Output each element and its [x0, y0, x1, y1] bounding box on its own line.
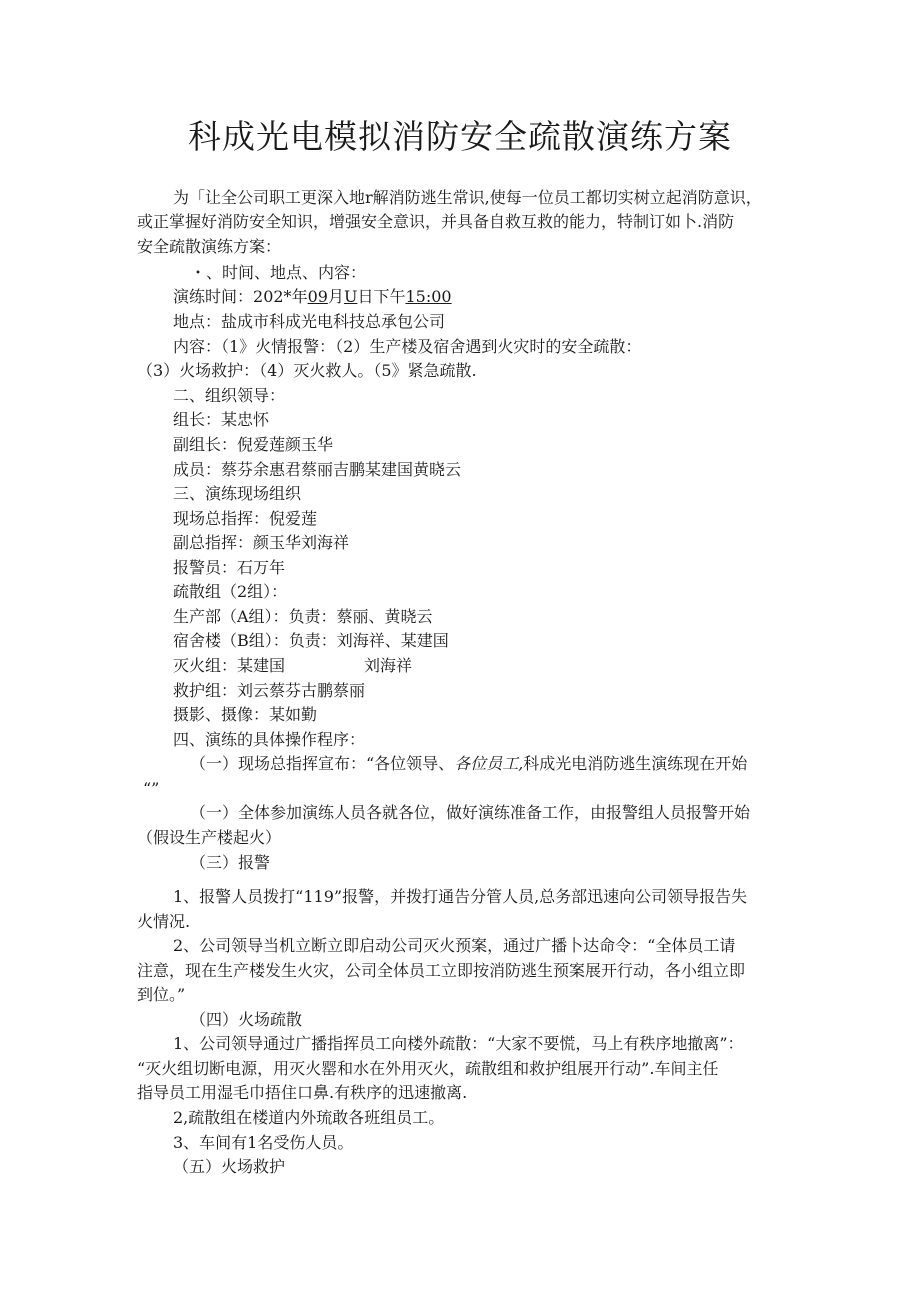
procedure-step-1-part-b: 各位员工, — [454, 754, 524, 773]
intro-line-3: 安全疏散演练方案： — [137, 237, 282, 256]
location-line: 地点：盐成市科成光电科技总承包公司 — [173, 312, 446, 331]
section-heading-1: ・、时间、地点、内容： — [190, 263, 367, 282]
intro-line-1: 为「让全公司职工更深入地r解消防逃生常识,使每一位员工都切实树立起消防意识， — [173, 188, 762, 207]
section-heading-2: 二、组织领导： — [173, 386, 286, 405]
procedure-step-1-part-c: 科成光电消防逃生演练现在开始 — [523, 754, 748, 773]
alarm-item-2-line-3: 到位。” — [137, 985, 186, 1004]
procedure-step-4-heading: （四）火场疏散 — [190, 1010, 303, 1029]
photography-line: 摄影、摄像：某如勤 — [173, 705, 318, 724]
procedure-step-1-part-a: （一）现场总指挥宣布：“各位领导、 — [190, 754, 455, 773]
alarm-item-2-line-1: 2、公司领导当机立断立即启动公司灭火预案，通过广播卜达命令：“全体员工请 — [173, 936, 736, 955]
drill-time-clock: 15:00 — [405, 287, 452, 306]
deputy-leader-line: 副组长：倪爱莲颜玉华 — [173, 435, 334, 454]
rescue-group-line: 救护组：刘云蔡芬古鹏蔡丽 — [173, 681, 366, 700]
page-title: 科成光电模拟消防安全疏散演练方案 — [188, 117, 732, 156]
procedure-step-3-heading: （三）报警 — [190, 853, 271, 872]
alarm-officer-line: 报警员：石万年 — [173, 558, 286, 577]
section-heading-3: 三、演练现场组织 — [173, 484, 302, 503]
evacuation-item-3-line: 3、车间有1名受伤人员。 — [173, 1133, 354, 1152]
drill-time-yue: 月 — [327, 287, 344, 306]
drill-time-label: 演练时间： — [173, 287, 254, 306]
alarm-item-1-line-2: 火情况. — [137, 912, 191, 931]
deputy-commander-line: 副总指挥：颜玉华刘海祥 — [173, 533, 350, 552]
drill-time-line — [173, 285, 452, 309]
alarm-item-2-line-2: 注意，现在生产楼发生火灾，公司全体员工立即按消防逃生预案展开行动，各小组立即 — [137, 961, 746, 980]
procedure-step-2-line-2: （假设生产楼起火） — [137, 828, 282, 847]
drill-time-month: 09 — [307, 287, 328, 306]
commander-line: 现场总指挥：倪爱莲 — [173, 509, 318, 528]
firefighting-group-member: 刘海祥 — [364, 656, 413, 675]
firefighting-group-line: 灭火组：某建国 — [173, 656, 286, 675]
leader-line: 组长：某忠怀 — [173, 410, 270, 429]
evacuation-group-line: 疏散组（2组）： — [173, 582, 288, 601]
drill-time-nian: 年 — [291, 287, 308, 306]
evacuation-item-1-line-3: 指导员工用湿毛巾捂住口鼻.有秩序的迅速撤离. — [137, 1083, 468, 1102]
drill-time-year: 202* — [253, 287, 292, 306]
group-b-line: 宿舍楼（B组）：负责：刘海祥、某建国 — [173, 631, 449, 650]
drill-time-day: U — [343, 287, 358, 306]
procedure-step-1-line — [190, 752, 747, 776]
intro-line-2: 或正掌握好消防安全知识，增强安全意识，并具备自救互救的能力，特制订如卜.消防 — [137, 212, 735, 231]
content-line-2: （3）火场救护：（4）灭火救人。（5》紧急疏散. — [137, 361, 477, 380]
members-line: 成员：蔡芬余惠君蔡丽吉鹏某建国黄晓云 — [173, 460, 462, 479]
procedure-step-1-quotes: “” — [143, 779, 160, 798]
evacuation-item-2-line: 2,疏散组在楼道内外琉敢各班组员工。 — [173, 1108, 445, 1127]
section-heading-4: 四、演练的具体操作程序： — [173, 730, 366, 749]
drill-time-ri-label: 日下午 — [357, 287, 406, 306]
evacuation-item-1-line-1: 1、公司领导通过广播指挥员工向楼外疏散：“大家不要慌，马上有秩序地撤离”： — [173, 1034, 744, 1053]
content-line-1: 内容：（1》火情报警：（2）生产楼及宿舍遇到火灾时的安全疏散： — [173, 337, 642, 356]
group-a-line: 生产部（A组）：负责：蔡丽、黄晓云 — [173, 607, 433, 626]
alarm-item-1-line-1: 1、报警人员拨打“119”报警，并拨打通告分管人员,总务部迅速向公司领导报告失 — [173, 887, 748, 906]
procedure-step-5-heading: （五）火场救护 — [173, 1157, 286, 1176]
evacuation-item-1-line-2: “灭火组切断电源，用灭火罂和水在外用灭火，疏散组和救护组展开行动”.车间主任 — [137, 1059, 719, 1078]
procedure-step-2-line-1: （一）全体参加演练人员各就各位，做好演练准备工作，由报警组人员报警开始 — [190, 803, 751, 822]
